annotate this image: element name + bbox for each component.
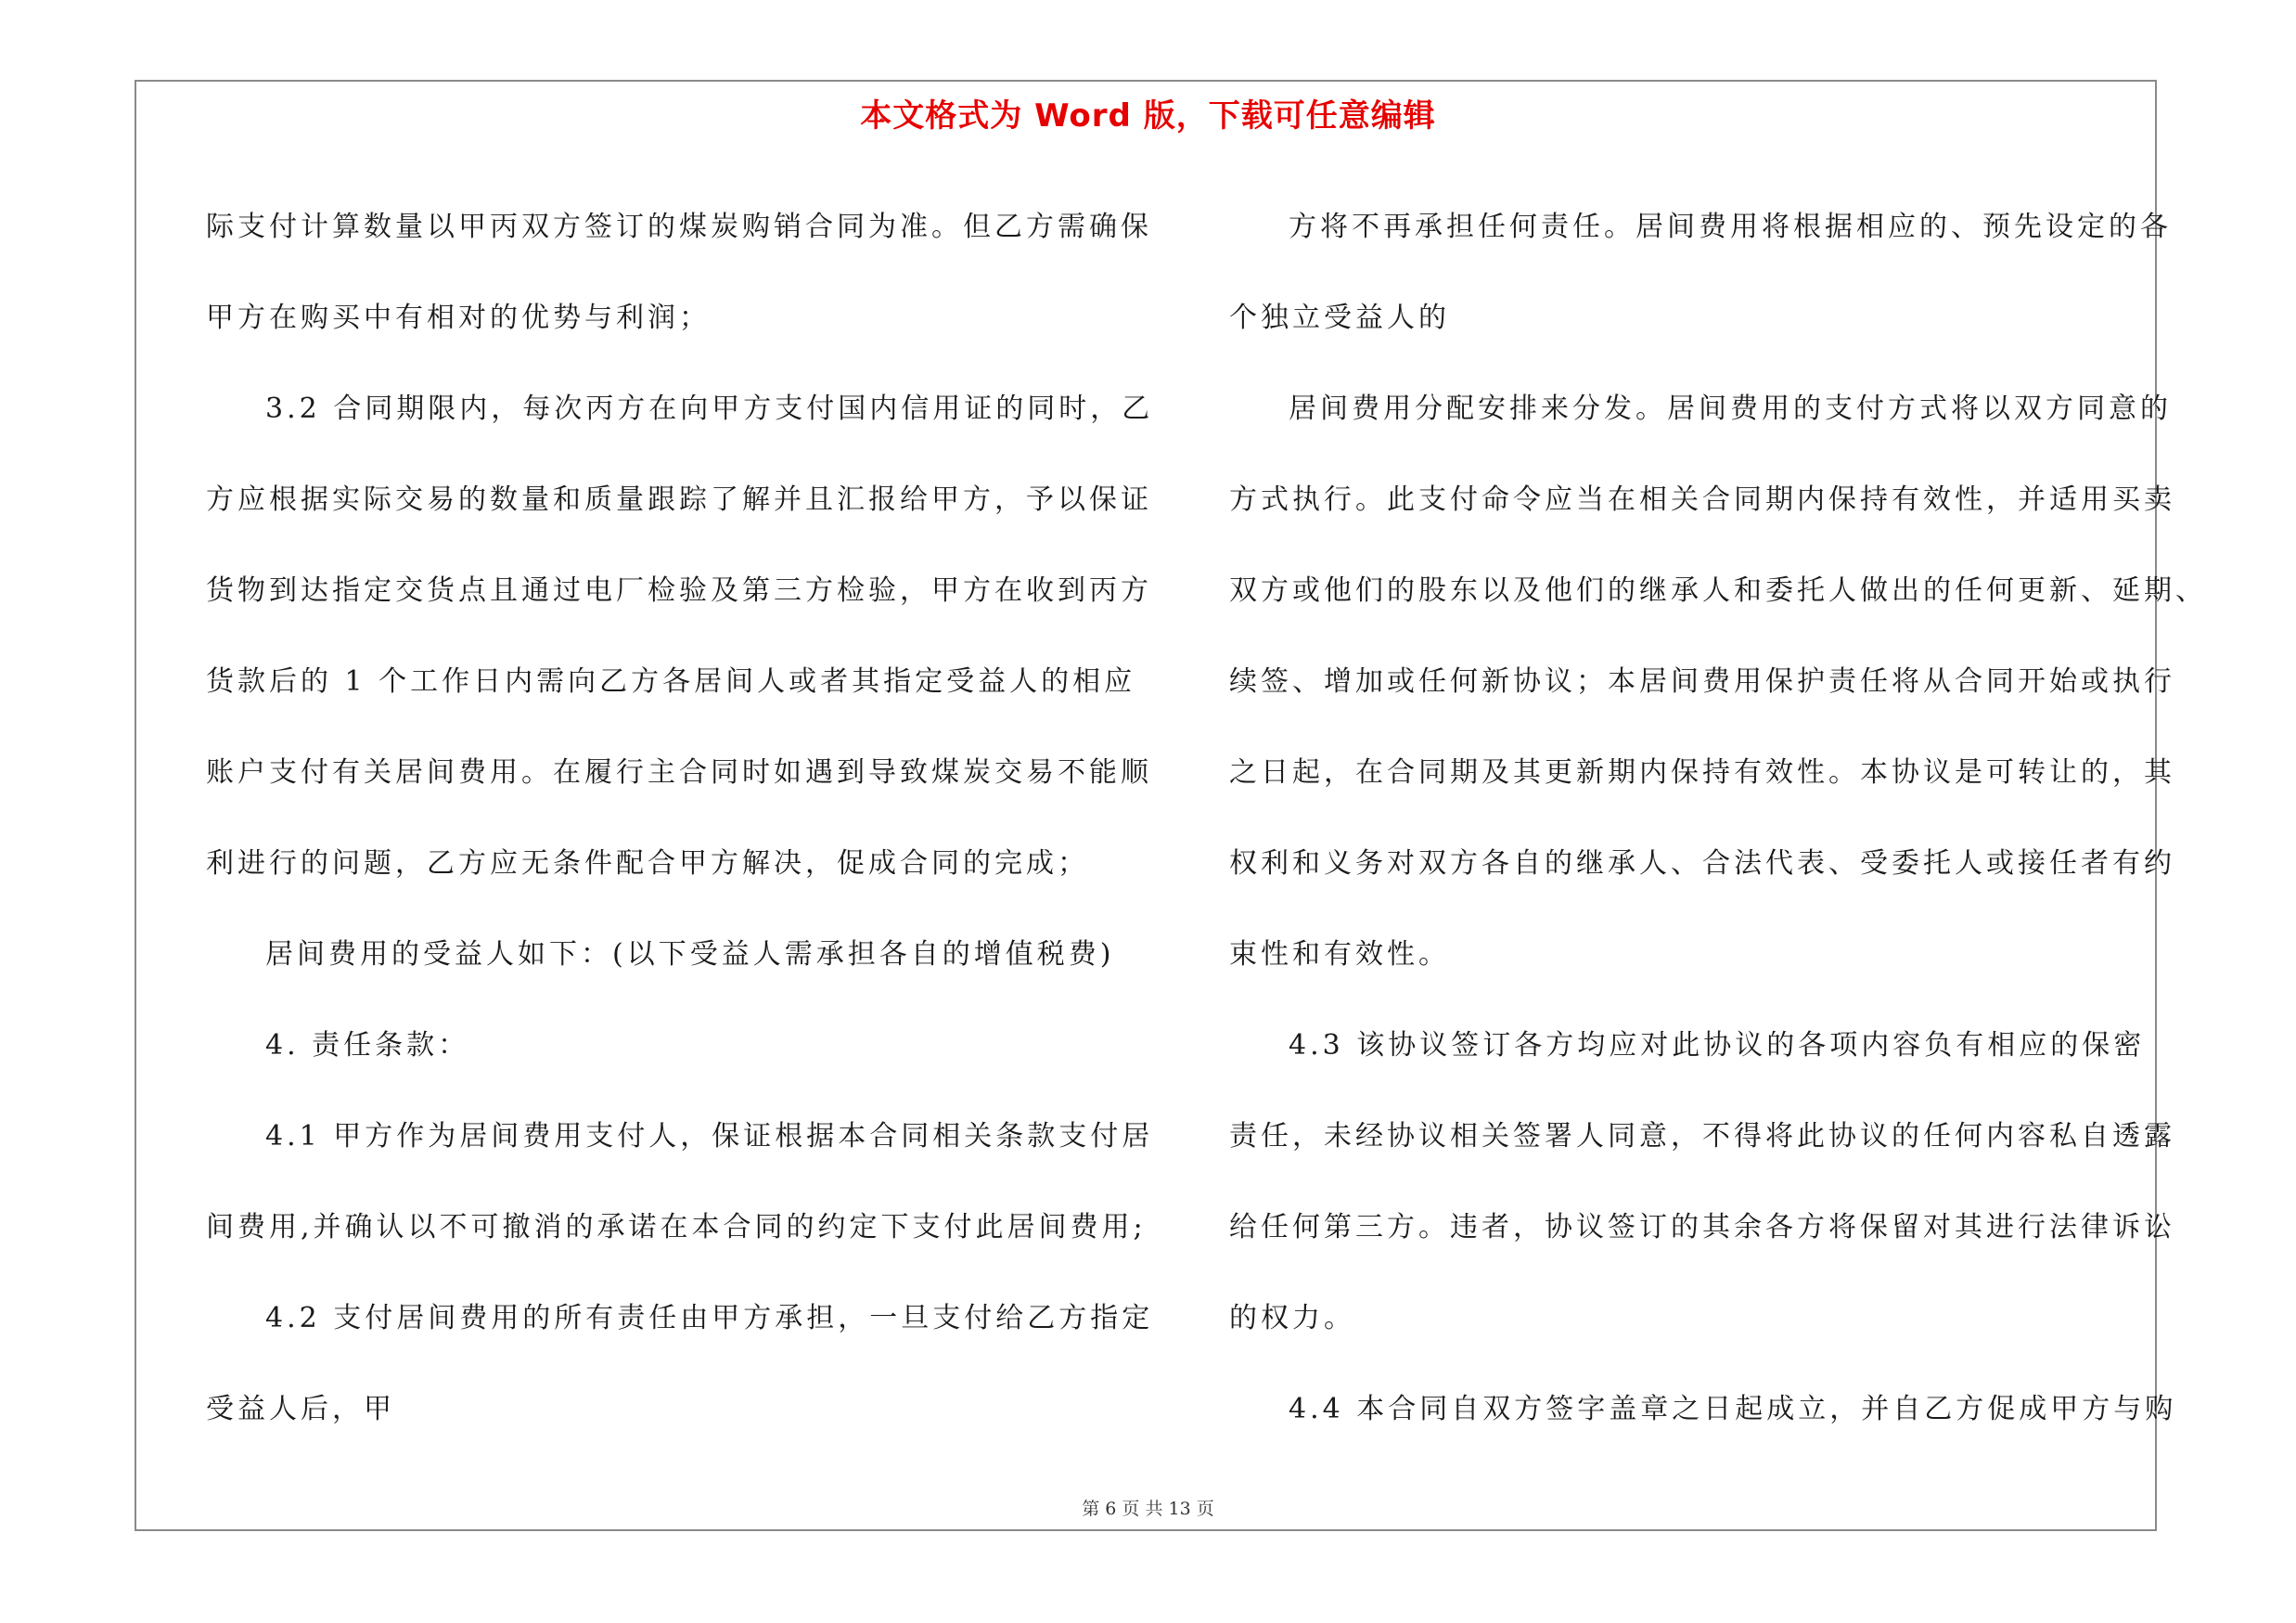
text-line: 利进行的问题，乙方应无条件配合甲方解决，促成合同的完成；	[206, 847, 1089, 880]
text-line: 双方或他们的股东以及他们的继承人和委托人做出的任何更新、延期、	[1229, 574, 2207, 607]
text-line: 4.4 本合同自双方签字盖章之日起成立，并自乙方促成甲方与购	[1289, 1393, 2177, 1425]
text-line: 甲方在购买中有相对的优势与利润；	[206, 302, 711, 334]
text-line: 个独立受益人的	[1229, 302, 1450, 334]
text-line: 方式执行。此支付命令应当在相关合同期内保持有效性，并适用买卖	[1229, 483, 2175, 516]
text-line: 4.1 甲方作为居间费用支付人，保证根据本合同相关条款支付居	[265, 1120, 1154, 1153]
text-line: 受益人后，甲	[206, 1393, 395, 1425]
text-line: 责任，未经协议相关签署人同意，不得将此协议的任何内容私自透露	[1229, 1120, 2175, 1153]
text-line: 权利和义务对双方各自的继承人、合法代表、受委托人或接任者有约	[1229, 847, 2175, 880]
text-line: 居间费用分配安排来分发。居间费用的支付方式将以双方同意的	[1289, 393, 2172, 425]
text-line: 账户支付有关居间费用。在履行主合同时如遇到导致煤炭交易不能顺	[206, 756, 1152, 789]
section-heading: 4. 责任条款：	[265, 1029, 470, 1062]
text-line: 之日起，在合同期及其更新期内保持有效性。本协议是可转让的，其	[1229, 756, 2175, 789]
text-line: 货款后的 1 个工作日内需向乙方各居间人或者其指定受益人的相应	[206, 665, 1136, 698]
text-line: 给任何第三方。违者，协议签订的其余各方将保留对其进行法律诉讼	[1229, 1211, 2175, 1243]
right-text-column	[1229, 182, 2207, 1455]
text-line: 居间费用的受益人如下：(以下受益人需承担各自的增值税费)	[265, 938, 1115, 971]
text-line: 3.2 合同期限内，每次丙方在向甲方支付国内信用证的同时，乙	[265, 393, 1154, 425]
text-line: 续签、增加或任何新协议；本居间费用保护责任将从合同开始或执行	[1229, 665, 2175, 698]
text-line: 方将不再承担任何责任。居间费用将根据相应的、预先设定的各	[1289, 211, 2172, 243]
text-line: 间费用,并确认以不可撤消的承诺在本合同的约定下支付此居间费用;	[206, 1211, 1147, 1243]
text-line: 4.3 该协议签订各方均应对此协议的各项内容负有相应的保密	[1289, 1029, 2146, 1062]
text-line: 际支付计算数量以甲丙双方签订的煤炭购销合同为准。但乙方需确保	[206, 211, 1152, 243]
page-number-footer: 第 6 页 共 13 页	[1082, 1499, 1214, 1519]
text-line: 方应根据实际交易的数量和质量跟踪了解并且汇报给甲方，予以保证	[206, 483, 1152, 516]
text-line: 的权力。	[1229, 1302, 1355, 1334]
left-text-column	[206, 182, 1154, 1455]
text-line: 4.2 支付居间费用的所有责任由甲方承担，一旦支付给乙方指定	[265, 1302, 1154, 1334]
text-line: 货物到达指定交货点且通过电厂检验及第三方检验，甲方在收到丙方	[206, 574, 1152, 607]
document-notice-header: 本文格式为 Word 版，下载可任意编辑	[860, 97, 1436, 135]
text-line: 束性和有效性。	[1229, 938, 1450, 971]
